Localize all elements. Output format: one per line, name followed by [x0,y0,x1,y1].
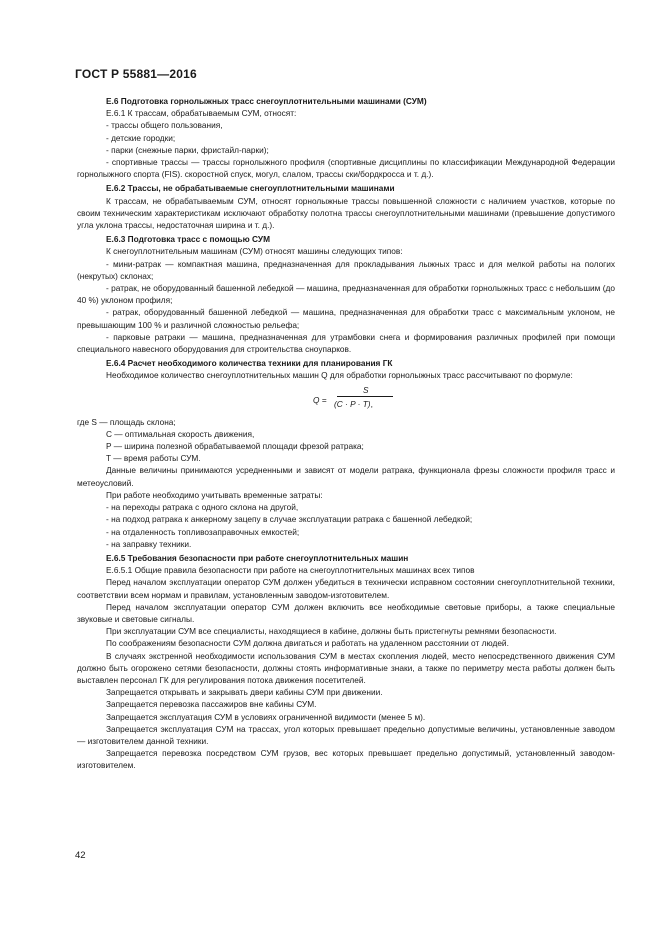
paragraph: P — ширина полезной обрабатываемой площади фрезой ратрака; [106,441,364,452]
paragraph: По соображениям безопасности СУМ должна двигаться и работать на удаленном расстоянии от людей. [106,638,509,649]
formula-numerator: S [363,384,369,395]
fraction-bar [337,396,393,397]
paragraph: При работе необходимо учитывать временные затраты: [106,489,323,500]
paragraph: Е.6.3 Подготовка трасс с помощью СУМ [106,234,270,245]
paragraph: Запрещается открывать и закрывать двери кабины СУМ при движении. [106,687,383,698]
paragraph: где S — площадь склона; [77,416,176,427]
paragraph: Запрещается перевозка посредством СУМ грузов, вес которых превышает предельно допустимый, установленный заводом- изготовителем. [77,748,615,771]
paragraph: К трассам, не обрабатываемым СУМ, относят горнолыжные трассы повышенной сложности с наличием участков, которые по своим техническим характеристикам исключают обработку полотна трассы снегоуплотнительными машинами (превышение допустимого угла уклона трассы, недостаточная ширина и т. д.). [77,195,615,231]
paragraph: - на переходы ратрака с одного склона на другой, [106,502,299,513]
formula-lhs: Q = [313,394,327,405]
document-body [77,95,615,772]
paragraph: К снегоуплотнительным машинам (СУМ) относят машины следующих типов: [106,246,403,257]
paragraph: Перед началом эксплуатации оператор СУМ должен убедиться в технически исправном состоянии снегоуплотнительной техники, соответствии всем нормам и правилам, установленным заводом-изготовителем. [77,577,615,600]
paragraph: Запрещается эксплуатация СУМ в условиях ограниченной видимости (менее 5 м). [106,711,426,722]
paragraph: Е.6.5 Требования безопасности при работе снегоуплотнительных машин [106,552,409,563]
paragraph: Е.6.2 Трассы, не обрабатываемые снегоуплотнительными машинами [106,183,395,194]
paragraph: C — оптимальная скорость движения, [106,428,255,439]
paragraph: Данные величины принимаются усредненными и зависят от модели ратрака, функционала фрезы сложности профиля трасс и метеоусловий. [77,465,615,488]
document-header: ГОСТ Р 55881—2016 [75,67,197,81]
paragraph: - на подход ратрака к анкерному зацепу в случае эксплуатации ратрака с башенной лебедкой; [106,514,473,525]
paragraph: - парковые ратраки — машина, предназначенная для утрамбовки снега и формирования различных профилей при помощи специального навесного оборудования для строительства сноупарков. [77,331,615,355]
paragraph: - парки (снежные парки, фристайл-парки); [106,144,269,155]
paragraph: - детские городки; [106,132,176,143]
paragraph: - спортивные трассы — трассы горнолыжного профиля (спортивные дисциплины по классификации Международной Федерации горнолыжного спорта (FIS). скоростной спуск, могул, слалом, трассы ски/бордкросса и т. д.). [77,157,615,180]
paragraph: - на заправку техники. [106,538,192,549]
section-e6-continued-text [77,416,615,772]
paragraph: Е.6.4 Расчет необходимого количества техники для планирования ГК [106,358,393,369]
paragraph: - мини-ратрак — компактная машина, предназначенная для прокладывания лыжных трасс и для мелкой работы на пологих (некрутых) склонах; [77,258,615,281]
section-e6-text [77,95,615,369]
paragraph: Е.6.1 К трассам, обрабатываемым СУМ, относят: [106,108,297,119]
paragraph: - ратрак, не оборудованный башенной лебедкой — машина, предназначенная для обработки горнолыжных трасс с небольшим (до 40 %) уклоном профиля; [77,283,615,306]
formula-q [77,382,615,416]
paragraph: Запрещается перевозка пассажиров вне кабины СУМ. [106,699,317,710]
formula-intro: Необходимое количество снегоуплотнительных машин Q для обработки горнолыжных трасс рассчитывают по формуле: [106,370,573,381]
paragraph: - ратрак, оборудованный башенной лебедкой — машина, предназначенная для обработки трасс с максимальным уклоном, не превышающим 100 % и различной сложностью рельефа; [77,307,615,330]
paragraph: При эксплуатации СУМ все специалисты, находящиеся в кабине, должны быть пристегнуты ремнями безопасности. [106,626,557,637]
paragraph: Е.6.5.1 Общие правила безопасности при работе на снегоуплотнительных машинах всех типов [106,565,475,576]
paragraph: В случаях экстренной необходимости использования СУМ в местах скопления людей, место непосредственного движения СУМ должно быть огорожено сетями безопасности, должны стоять информативные знаки, а также по периметру места работы должен быть выставлен персонал ГК для регулирования потока движения посетителей. [77,650,615,685]
formula-denominator: (C · P · T), [334,398,373,409]
paragraph: Перед началом эксплуатации оператор СУМ должен включить все необходимые световые приборы, а также специальные звуковые и световые сигналы. [77,601,615,624]
paragraph: - трассы общего пользования, [106,120,223,131]
paragraph: Е.6 Подготовка горнолыжных трасс снегоуплотнительными машинами (СУМ) [106,96,427,106]
paragraph: T — время работы СУМ. [106,453,201,464]
page-number: 42 [75,850,86,861]
paragraph: Запрещается эксплуатация СУМ на трассах, угол которых превышает предельно допустимые величины, установленные заводом — изготовителем данной техники. [77,723,615,746]
paragraph: - на отдаленность топливозаправочных емкостей; [106,526,300,537]
